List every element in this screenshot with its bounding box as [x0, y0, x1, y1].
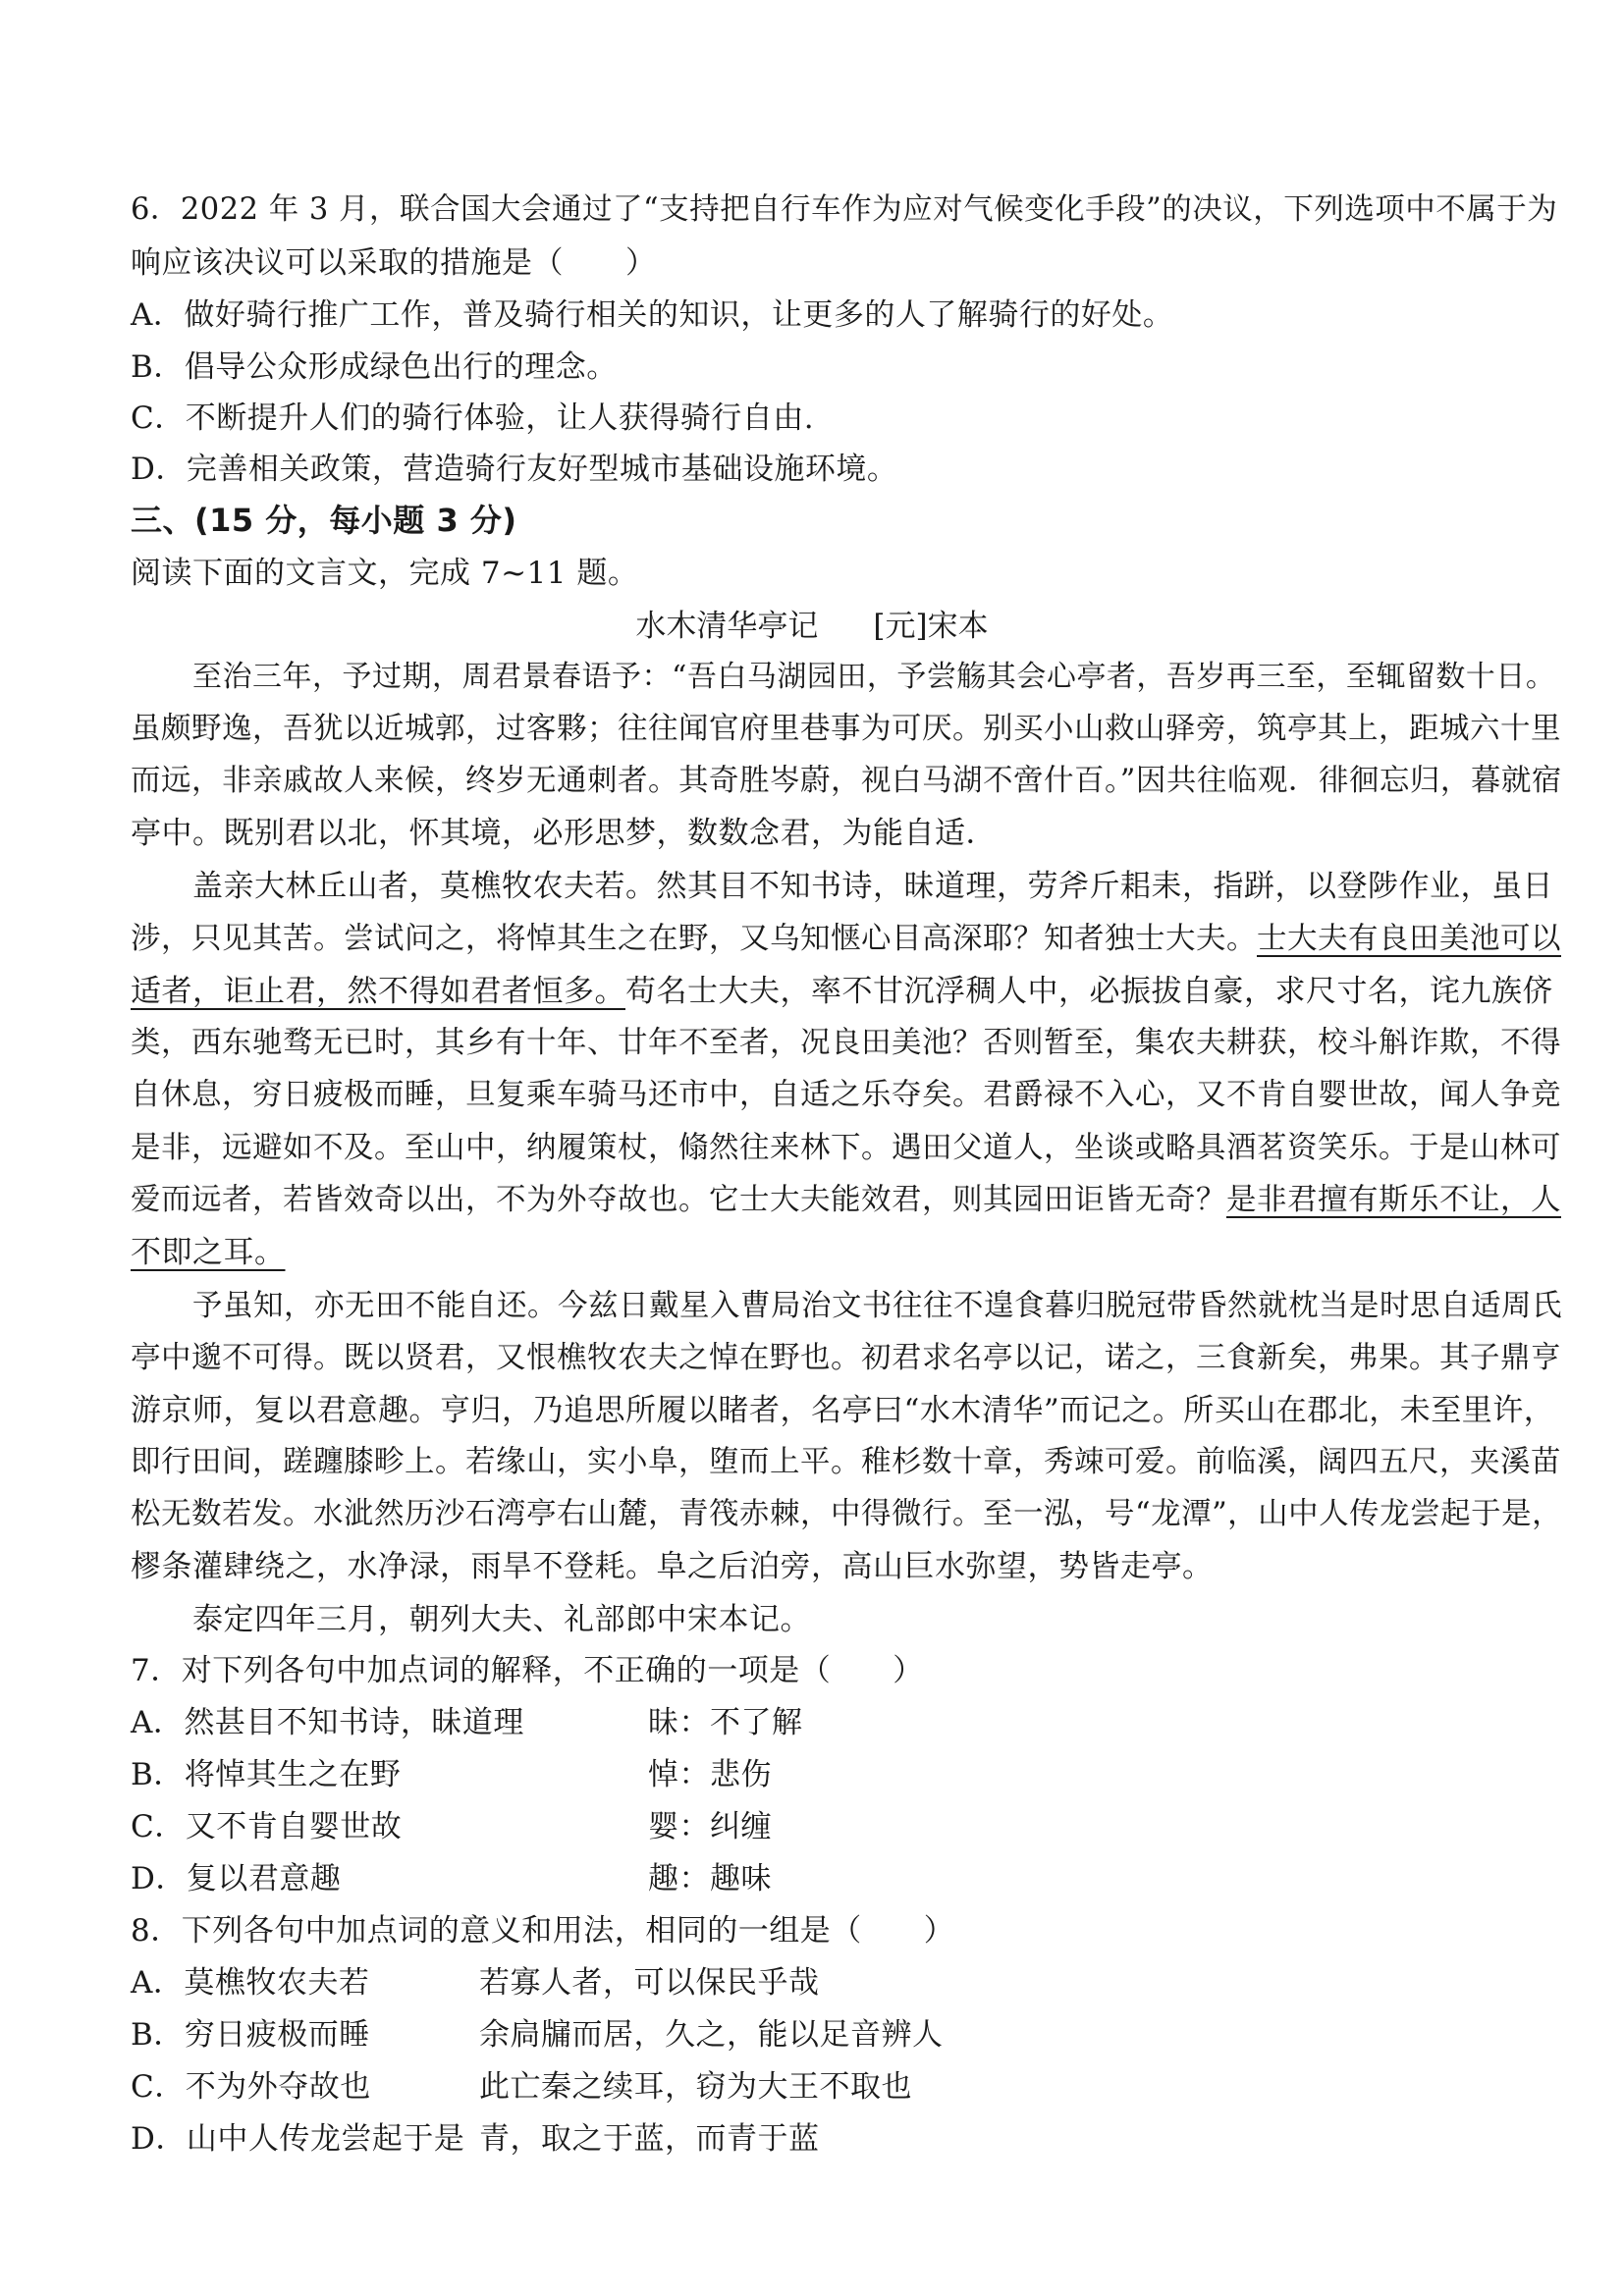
- q8-option-sentence: B．穷日疲极而睡: [131, 2017, 370, 2053]
- passage-p3-line: 樛条灌肆绕之，水净渌，雨旱不登耗。阜之后泊旁，高山巨水弥望，势皆走亭。: [131, 1549, 1214, 1584]
- passage-title: 水木清华亭记: [635, 609, 819, 644]
- section-instruction: 阅读下面的文言文，完成 7~11 题。: [131, 556, 639, 591]
- section-heading: 三、(15 分，每小题 3 分): [131, 502, 517, 539]
- q8-stem: 8．下列各句中加点词的意义和用法，相同的一组是（ ）: [131, 1913, 955, 1949]
- passage-text: 爱而远者，若皆效奇以出，不为外夺故也。它士大夫能效君，则其园田讵皆无奇？: [131, 1183, 1226, 1217]
- q7-option-sentence: C．又不肯自婴世故: [131, 1809, 403, 1844]
- underlined-sentence: 是非君擅有斯乐不让，人: [1226, 1183, 1561, 1217]
- passage-p2-line: 盖亲大林丘山者，莫樵牧农夫若。然其目不知书诗，昧道理，劳斧斤耜耒，指跰，以登陟作业，虽日: [192, 869, 1553, 904]
- q7-option-sentence: D．复以君意趣: [131, 1861, 342, 1896]
- passage-p3-line: 予虽知，亦无田不能自还。今兹日戴星入曹局治文书往往不遑食暮归脱冠带昏然就枕当是时思自适周氏: [192, 1289, 1562, 1323]
- passage-p1-line: 至治三年，予过期，周君景春语予：“吾白马湖园田，予尝觞其会心亭者，吾岁再三至，至辄留数十日。: [192, 660, 1556, 694]
- q8-option-compare: 此亡秦之续耳，窃为大王不取也: [479, 2069, 912, 2105]
- passage-p2-line: 自休息，穷日疲极而睡，旦复乘车骑马还市中，自适之乐夺矣。君爵禄不入心，又不肯自婴世故，闻人争竞: [131, 1078, 1561, 1112]
- q7-stem: 7．对下列各句中加点词的解释，不正确的一项是（ ）: [131, 1653, 924, 1688]
- passage-p3-line: 亭中邈不可得。既以贤君，又恨樵牧农夫之悼在野也。初君求名亭以记，诺之，三食新矣，弗果。其子鼎亨: [131, 1341, 1561, 1375]
- passage-title-row: [0, 601, 1624, 645]
- passage-author: [元]宋本: [873, 609, 989, 644]
- passage-p2-line: [131, 1175, 1561, 1218]
- q8-option-sentence: D．山中人传龙尝起于是: [131, 2121, 465, 2157]
- q6-stem-line1: 6．2022 年 3 月，联合国大会通过了“支持把自行车作为应对气候变化手段”的决议，下列选项中不属于为: [131, 192, 1558, 227]
- passage-p2-line: [131, 914, 1561, 957]
- q6-option-c: C．不断提升人们的骑行体验，让人获得骑行自由.: [131, 400, 815, 436]
- passage-p3-line: 松无数若发。水泚然历沙石湾亭右山麓，青筏赤棘，中得微行。至一泓，号“龙潭”，山中人传龙尝起于是，: [131, 1497, 1563, 1531]
- passage-signature: 泰定四年三月，朝列大夫、礼部郎中宋本记。: [192, 1602, 811, 1637]
- q8-option-compare: 青，取之于蓝，而青于蓝: [479, 2121, 820, 2157]
- q7-option-sentence: A．然甚目不知书诗，昧道理: [131, 1705, 524, 1740]
- q7-option: [131, 1853, 772, 1897]
- q7-option-gloss: 悼：悲伤: [648, 1757, 772, 1792]
- q8-option-compare: 若寡人者，可以保民乎哉: [479, 1965, 820, 2001]
- underlined-sentence: 不即之耳。: [131, 1235, 286, 1270]
- q7-option: [131, 1749, 772, 1793]
- passage-p2-line: 是非，远避如不及。至山中，纳履策杖，翛然往来林下。遇田父道人，坐谈或略具酒茗资笑乐。于是山林可: [131, 1131, 1561, 1165]
- q7-option-gloss: 昧：不了解: [648, 1705, 803, 1740]
- q8-option-compare: 余扃牖而居，久之，能以足音辨人: [479, 2017, 944, 2053]
- q8-option-sentence: C．不为外夺故也: [131, 2069, 371, 2105]
- q8-option: [131, 2009, 944, 2054]
- q7-option-sentence: B．将悼其生之在野: [131, 1757, 402, 1792]
- passage-p1-line: 而远，非亲戚故人来候，终岁无通刺者。其奇胜岑蔚，视白马湖不啻什百。”因共往临观．徘徊忘归，暮就宿: [131, 764, 1562, 798]
- q6-option-d: D．完善相关政策，营造骑行友好型城市基础设施环境。: [131, 452, 898, 487]
- q7-option: [131, 1801, 772, 1845]
- passage-p1-line: 亭中。既别君以北，怀其境，必形思梦，数数念君，为能自适．: [131, 816, 997, 851]
- q7-option-gloss: 趣：趣味: [648, 1861, 772, 1896]
- passage-p2-line: [131, 966, 1553, 1010]
- q6-stem-line2: 响应该决议可以采取的措施是（ ）: [131, 245, 657, 281]
- passage-p3-line: 游京师，复以君意趣。亨归，乃追思所履以睹者，名亭曰“水木清华”而记之。所买山在郡北，未至里许，: [131, 1393, 1555, 1428]
- q6-option-b: B．倡导公众形成绿色出行的理念。: [131, 349, 618, 385]
- passage-text: 涉，只见其苦。尝试问之，将悼其生之在野，又乌知惬心目高深耶？知者独士大夫。: [131, 922, 1257, 956]
- q7-option-gloss: 婴：纠缠: [648, 1809, 772, 1844]
- passage-p2-line: 类，西东驰骛无已时，其乡有十年、廿年不至者，况良田美池？否则暂至，集农夫耕获，校斗斛诈欺，不得: [131, 1026, 1561, 1060]
- passage-p3-line: 即行田间，蹉躔膝畛上。若缘山，实小阜，堕而上平。稚杉数十章，秀竦可爱。前临溪，阔四五尺，夹溪苗: [131, 1445, 1561, 1479]
- underlined-sentence: 适者，讵止君，然不得如君者恒多。: [131, 974, 625, 1009]
- q7-option: [131, 1697, 803, 1741]
- q8-option-sentence: A．莫樵牧农夫若: [131, 1965, 370, 2001]
- q6-option-a: A．做好骑行推广工作，普及骑行相关的知识，让更多的人了解骑行的好处。: [131, 297, 1174, 333]
- underlined-sentence: 士大夫有良田美池可以: [1257, 922, 1561, 956]
- passage-p2-line: [131, 1227, 286, 1271]
- q8-option: [131, 2113, 820, 2158]
- passage-p1-line: 虽颇野逸，吾犹以近城郭，过客夥；往往闻官府里巷事为可厌。别买小山救山驿旁，筑亭其上，距城六十里: [131, 712, 1561, 746]
- q8-option: [131, 2061, 912, 2106]
- passage-text: 苟名士大夫，率不甘沉浮稠人中，必振拔自豪，求尺寸名，诧九族侪: [625, 974, 1553, 1009]
- q8-option: [131, 1957, 820, 2002]
